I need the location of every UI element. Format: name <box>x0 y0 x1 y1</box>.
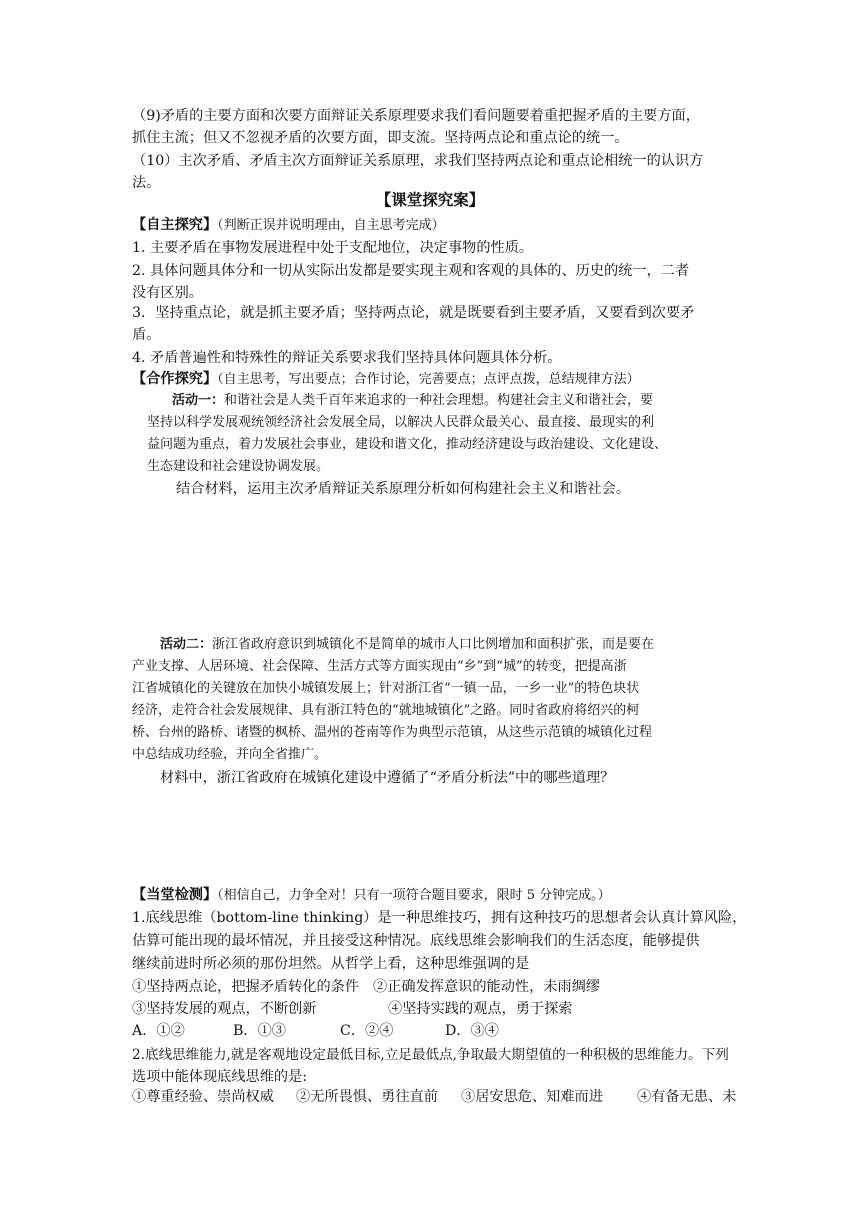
test-hint: （相信自己，力争全对！只有一项符合题目要求，限时 5 分钟完成。） <box>217 888 611 903</box>
activity1-question: 结合材料，运用主次矛盾辩证关系原理分析如何构建社会主义和谐社会。 <box>176 481 631 497</box>
test-heading: 【当堂检测】 <box>132 887 218 903</box>
self-study-item-2-line1: 2. 具体问题具体分和一切从实际出发都是要实现主观和客观的具体的、历史的统一，二者 <box>132 263 690 279</box>
q2-line1: 2.底线思维能力,就是客观地设定最低目标,立足最低点,争取最大期望值的一种积极的思维能力。下列 <box>132 1047 729 1063</box>
q1-options-row2 <box>132 999 572 1019</box>
activity2-question: 材料中，浙江省政府在城镇化建设中遵循了“矛盾分析法”中的哪些道理？ <box>160 770 615 786</box>
q1-choices <box>132 1021 499 1041</box>
activity2-text: 浙江省政府意识到城镇化不是简单的城市人口比例增加和面积扩张，而是要在 <box>212 637 655 652</box>
q1-choice-d: D．③④ <box>445 1023 499 1039</box>
activity2-line2: 产业支撑、人居环境、社会保障、生活方式等方面实现由“乡”到“城”的转变，把提高浙 <box>132 659 627 674</box>
q2-option-2: ②无所畏惧、勇往直前 <box>296 1089 438 1105</box>
self-study-item-4: 4. 矛盾普遍性和特殊性的辩证关系要求我们坚持具体问题具体分析。 <box>132 350 562 366</box>
activity2-line3: 江省城镇化的关键放在加快小城镇发展上；针对浙江省“一镇一品，一乡一业”的特色块状 <box>132 681 640 696</box>
q2-line2: 选项中能体现底线思维的是: <box>132 1069 308 1085</box>
self-study-heading: 【自主探究】 <box>132 217 218 233</box>
coop-hint: （自主思考，写出要点；合作讨论，完善要点；点评点拨，总结规律方法） <box>217 372 640 387</box>
q1-choice-a: A．①② <box>132 1023 185 1039</box>
activity2-line6: 中总结成功经验，并向全省推广。 <box>132 747 328 762</box>
intro-p10-line1: （10）主次矛盾、矛盾主次方面辩证关系原理，求我们坚持两点论和重点论相统一的认识方 <box>132 153 704 169</box>
q1-line1: 1.底线思维（bottom-line thinking）是一种思维技巧，拥有这种技巧的思想者会认真计算风险， <box>132 910 747 926</box>
coop-header <box>132 369 640 390</box>
q1-line2: 估算可能出现的最坏情况，并且接受这种情况。底线思维会影响我们的生活态度，能够提供 <box>132 933 700 949</box>
section-title: 【课堂探究案】 <box>375 190 485 209</box>
q2-option-3: ③居安思危、知难而进 <box>461 1089 603 1105</box>
intro-p9-line1: （9)矛盾的主要方面和次要方面辩证关系原理要求我们看问题要着重把握矛盾的主要方面， <box>132 108 700 124</box>
intro-p9-line2: 抓住主流；但又不忽视矛盾的次要方面，即支流。坚持两点论和重点论的统一。 <box>132 130 629 146</box>
activity2-line4: 经济，走符合社会发展规律、具有浙江特色的“就地城镇化”之路。同时省政府将绍兴的柯 <box>132 703 640 718</box>
activity1-text: 和谐社会是人类千百年来追求的一种社会理想。构建社会主义和谐社会，要 <box>224 393 654 408</box>
activity2-line1 <box>160 635 654 655</box>
q1-option-1: ①坚持两点论，把握矛盾转化的条件 <box>132 979 360 995</box>
q2-option-4: ④有备无患、未 <box>637 1089 737 1105</box>
q1-option-2: ②正确发挥意识的能动性，未雨绸缪 <box>373 979 601 995</box>
q1-line3: 继续前进时所必须的那份坦然。从哲学上看，这种思维强调的是 <box>132 956 530 972</box>
coop-heading: 【合作探究】 <box>132 371 218 387</box>
q1-options-row1 <box>132 977 600 997</box>
activity1-line3: 益问题为重点，着力发展社会事业，建设和谐文化，推动经济建设与政治建设、文化建设、 <box>147 437 668 452</box>
test-header <box>132 885 611 906</box>
self-study-item-3-line2: 盾。 <box>132 327 161 343</box>
activity1-line2: 坚持以科学发展观统领经济社会发展全局，以解决人民群众最关心、最直接、最现实的利 <box>147 415 655 430</box>
q1-choice-b: B．①③ <box>233 1023 286 1039</box>
activity2-label: 活动二： <box>160 637 213 652</box>
self-study-hint: （判断正误并说明理由，自主思考完成） <box>217 218 445 233</box>
activity1-line4: 生态建设和社会建设协调发展。 <box>147 459 330 474</box>
self-study-item-3-line1: 3．坚持重点论，就是抓主要矛盾；坚持两点论，就是既要看到主要矛盾，又要看到次要矛 <box>132 305 695 321</box>
self-study-item-2-line2: 没有区别。 <box>132 285 203 301</box>
q2-option-1: ①尊重经验、崇尚权威 <box>132 1089 274 1105</box>
activity2-line5: 桥、台州的路桥、诸暨的枫桥、温州的苍南等作为典型示范镇，从这些示范镇的城镇化过程 <box>132 725 653 740</box>
activity1-label: 活动一： <box>172 393 225 408</box>
q1-choice-c: C．②④ <box>340 1023 394 1039</box>
self-study-item-1: 1. 主要矛盾在事物发展进程中处于支配地位，决定事物的性质。 <box>132 240 534 256</box>
q2-options <box>132 1087 736 1107</box>
activity1-line1 <box>172 391 653 411</box>
self-study-header <box>132 215 445 236</box>
intro-p10-line2: 法。 <box>132 175 161 191</box>
q1-option-3: ③坚持发展的观点，不断创新 <box>132 1001 317 1017</box>
q1-option-4: ④坚持实践的观点，勇于探索 <box>388 1001 573 1017</box>
